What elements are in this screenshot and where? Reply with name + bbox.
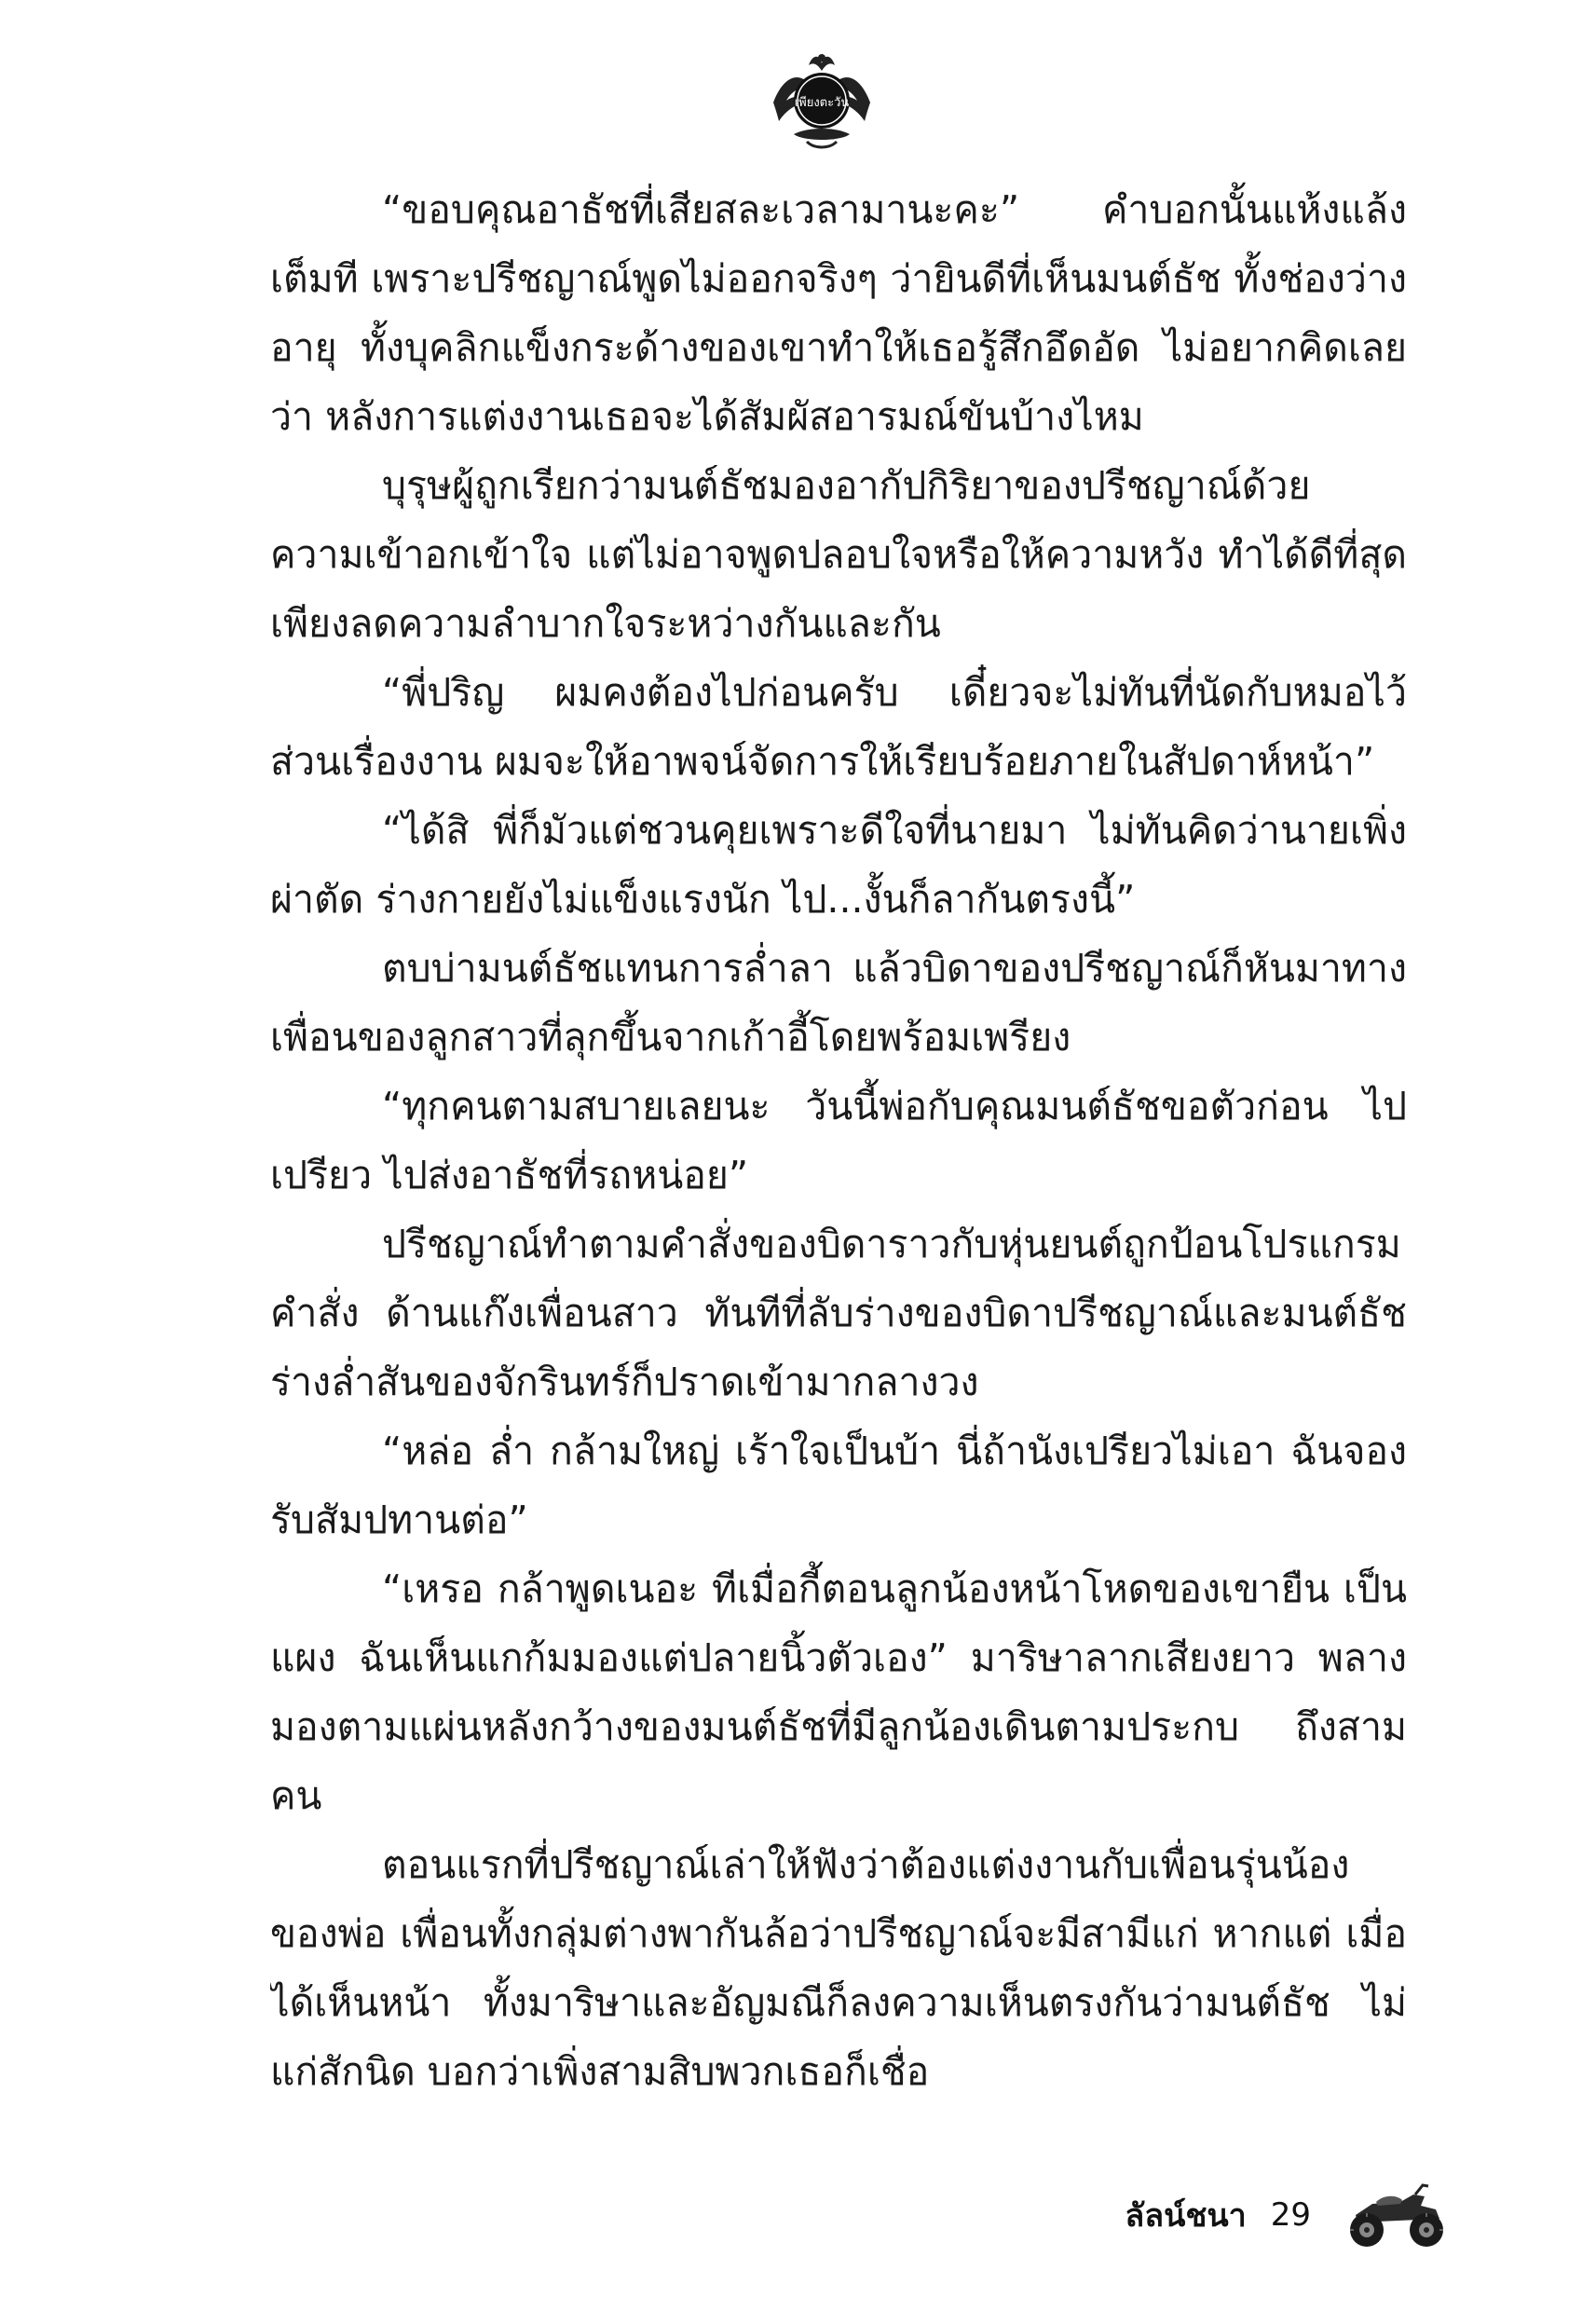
page-body (270, 175, 1407, 2132)
author-name: ลัลน์ชนา (1125, 2197, 1247, 2235)
crest-svg (766, 45, 878, 157)
paragraph: “ขอบคุณอาธัชที่เสียสละเวลามานะคะ” คำบอกนั้นแห้งแล้งเต็มที เพราะปรีชญาณ์พูดไม่ออกจริงๆ ว่ายินดีที่เห็นมนต์ธัช ทั้งช่องว่างอายุ ทั้งบุคลิกแข็งกระด้างของเขาทำให้เธอรู้สึกอึดอัด ไม่อยากคิดเลยว่า หลังการแต่งงานเธอจะได้สัมผัสอารมณ์ขันบ้างไหม (270, 187, 1407, 439)
page-number: 29 (1270, 2196, 1311, 2234)
paragraph: ตบบ่ามนต์ธัชแทนการล่ำลา แล้วบิดาของปรีชญาณ์ก็หันมาทาง เพื่อนของลูกสาวที่ลุกขึ้นจากเก้าอี้โดยพร้อมเพรียง (270, 946, 1407, 1060)
paragraph: ตอนแรกที่ปรีชญาณ์เล่าให้ฟังว่าต้องแต่งงานกับเพื่อนรุ่นน้อง ของพ่อ เพื่อนทั้งกลุ่มต่างพากันล้อว่าปรีชญาณ์จะมีสามีแก่ หากแต่ เมื่อได้เห็นหน้า ทั้งมาริษาและอัญมณีก็ลงความเห็นตรงกันว่ามนต์ธัช ไม่แก่สักนิด บอกว่าเพิ่งสามสิบพวกเธอก็เชื่อ (270, 1842, 1407, 2094)
paragraph: “เหรอ กล้าพูดเนอะ ทีเมื่อกี้ตอนลูกน้องหน้าโหดของเขายืน เป็นแผง ฉันเห็นแกก้มมองแต่ปลายนิ้วตัวเอง” มาริษาลากเสียงยาว พลางมองตามแผ่นหลังกว้างของมนต์ธัชที่มีลูกน้องเดินตามประกบ ถึงสามคน (270, 1566, 1407, 1818)
page-footer (1125, 2173, 1456, 2257)
crest-text: เพียงตะวัน (794, 96, 850, 110)
paragraph: “ทุกคนตามสบายเลยนะ วันนี้พ่อกับคุณมนต์ธัชขอตัวก่อน ไปเปรียว ไปส่งอาธัชที่รถหน่อย” (270, 1084, 1407, 1197)
paragraph: “หล่อ ล่ำ กล้ามใหญ่ เร้าใจเป็นบ้า นี่ถ้านังเปรียวไม่เอา ฉันจอง รับสัมปทานต่อ” (270, 1429, 1407, 1542)
paragraph: บุรุษผู้ถูกเรียกว่ามนต์ธัชมองอากัปกิริยาของปรีชญาณ์ด้วย ความเข้าอกเข้าใจ แต่ไม่อาจพูดปลอบใจหรือให้ความหวัง ทำได้ดีที่สุด เพียงลดความลำบากใจระหว่างกันและกัน (270, 463, 1407, 646)
atv-quad-bike-icon (1335, 2178, 1456, 2252)
paragraph: “ได้สิ พี่ก็มัวแต่ชวนคุยเพราะดีใจที่นายมา ไม่ทันคิดว่านายเพิ่ง ผ่าตัด ร่างกายยังไม่แข็งแรงนัก ไป...งั้นก็ลากันตรงนี้” (270, 808, 1407, 922)
paragraph: ปรีชญาณ์ทำตามคำสั่งของบิดาราวกับหุ่นยนต์ถูกป้อนโปรแกรม คำสั่ง ด้านแก๊งเพื่อนสาว ทันทีที่ลับร่างของบิดาปรีชญาณ์และมนต์ธัช ร่างล่ำสันของจักรินทร์ก็ปราดเข้ามากลางวง (270, 1222, 1407, 1404)
paragraph: “พี่ปริญ ผมคงต้องไปก่อนครับ เดี๋ยวจะไม่ทันที่นัดกับหมอไว้ ส่วนเรื่องงาน ผมจะให้อาพจน์จัดการให้เรียบร้อยภายในสัปดาห์หน้า” (270, 670, 1407, 784)
ornamental-crest-icon (766, 45, 878, 157)
